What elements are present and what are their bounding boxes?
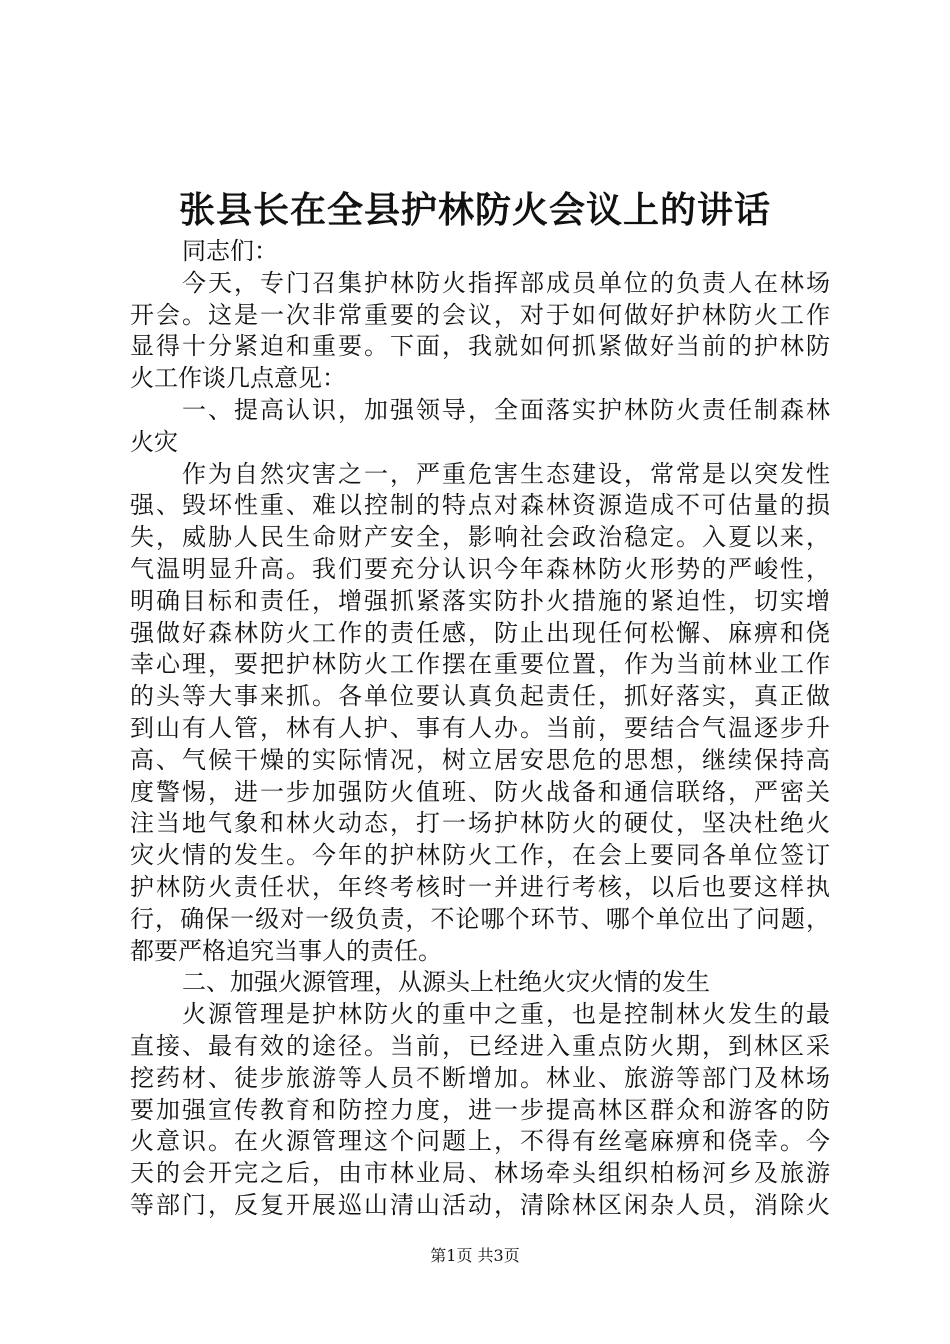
text-line: 护林防火责任状，年终考核时一并进行考核，以后也要这样执 xyxy=(130,872,830,901)
text-line: 要加强宣传教育和防控力度，进一步提高林区群众和游客的防 xyxy=(130,1095,830,1124)
text-line: 作为自然灾害之一，严重危害生态建设，常常是以突发性 xyxy=(182,459,830,488)
text-line: 明确目标和责任，增强抓紧落实防扑火措施的紧迫性，切实增 xyxy=(130,586,830,615)
text-line: 度警惕，进一步加强防火值班、防火战备和通信联络，严密关 xyxy=(130,777,830,806)
text-line: 二、加强火源管理，从源头上杜绝火灾火情的发生 xyxy=(182,968,710,997)
text-line: 注当地气象和林火动态，打一场护林防火的硬仗，坚决杜绝火 xyxy=(130,809,830,838)
text-line: 直接、最有效的途径。当前，已经进入重点防火期，到林区采 xyxy=(130,1031,830,1060)
text-line: 失，威胁人民生命财产安全，影响社会政治稳定。入夏以来， xyxy=(130,523,830,552)
text-line: 挖药材、徒步旅游等人员不断增加。林业、旅游等部门及林场 xyxy=(130,1063,830,1092)
text-line: 天的会开完之后，由市林业局、林场牵头组织柏杨河乡及旅游 xyxy=(130,1159,830,1188)
text-line: 都要严格追究当事人的责任。 xyxy=(130,936,442,965)
text-line: 一、提高认识，加强领导，全面落实护林防火责任制森林 xyxy=(182,395,830,424)
text-line: 的头等大事来抓。各单位要认真负起责任，抓好落实，真正做 xyxy=(130,682,830,711)
text-line: 等部门，反复开展巡山清山活动，清除林区闲杂人员，消除火 xyxy=(130,1190,830,1219)
text-line: 高、气候干燥的实际情况，树立居安思危的思想，继续保持高 xyxy=(130,745,830,774)
text-line: 火灾 xyxy=(130,427,178,456)
text-line: 开会。这是一次非常重要的会议，对于如何做好护林防火工作 xyxy=(130,300,830,329)
text-line: 同志们： xyxy=(182,237,278,265)
text-line: 气温明显升高。我们要充分认识今年森林防火形势的严峻性， xyxy=(130,554,830,583)
text-line: 强、毁坏性重、难以控制的特点对森林资源造成不可估量的损 xyxy=(130,491,830,520)
text-line: 强做好森林防火工作的责任感，防止出现任何松懈、麻痹和侥 xyxy=(130,618,830,647)
text-line: 灾火情的发生。今年的护林防火工作，在会上要同各单位签订 xyxy=(130,841,830,870)
document-title: 张县长在全县护林防火会议上的讲话 xyxy=(178,189,771,231)
text-line: 到山有人管，林有人护、事有人办。当前，要结合气温逐步升 xyxy=(130,713,830,742)
text-line: 行，确保一级对一级负责，不论哪个环节、哪个单位出了问题， xyxy=(130,904,830,933)
text-line: 火意识。在火源管理这个问题上，不得有丝毫麻痹和侥幸。今 xyxy=(130,1127,830,1156)
page-footer: 第1页 共3页 xyxy=(430,1246,520,1265)
text-line: 幸心理，要把护林防火工作摆在重要位置，作为当前林业工作 xyxy=(130,650,830,679)
document-body xyxy=(130,236,830,1222)
text-line: 今天，专门召集护林防火指挥部成员单位的负责人在林场 xyxy=(182,268,830,297)
text-line: 显得十分紧迫和重要。下面，我就如何抓紧做好当前的护林防 xyxy=(130,332,830,361)
text-line: 火工作谈几点意见： xyxy=(130,364,346,393)
text-line: 火源管理是护林防火的重中之重，也是控制林火发生的最 xyxy=(182,1000,830,1029)
